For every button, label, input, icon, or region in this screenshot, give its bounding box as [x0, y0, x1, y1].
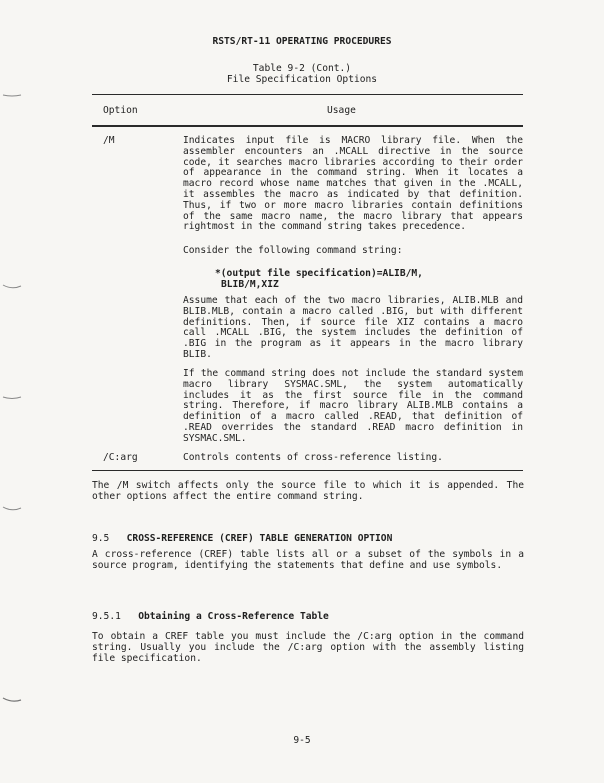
margin-mark-4: [2, 506, 22, 512]
option-m: /M: [103, 135, 115, 146]
section-9-5-1-body: To obtain a CREF table you must include the /C:arg option in the command string. Usually you include the /C:arg option with the assembly listing file specification.: [92, 631, 524, 664]
option-m-para4-block: [183, 369, 523, 445]
section-9-5-body: A cross-reference (CREF) table lists all or a subset of the symbols in a source program, identifying the statements that define and use symbols.: [92, 549, 524, 571]
table-caption-number: Table 9-2 (Cont.): [252, 63, 352, 74]
option-c-arg-description: Controls contents of cross-reference listing.: [183, 452, 443, 463]
column-header-usage: Usage: [327, 105, 356, 116]
running-header: RSTS/RT-11 OPERATING PROCEDURES: [212, 36, 392, 47]
margin-mark-3: [2, 395, 22, 401]
command-example-line1: *(output file specification)=ALIB/M,: [215, 268, 423, 279]
option-m-para3: Assume that each of the two macro libraries, ALIB.MLB and BLIB.MLB, contain a macro called .BIG, but with different definitions. Then, if source file XIZ contains a macro call .MCALL .BIG, the system includes the definition of .BIG in the program as it appears in the macro library BLIB.: [183, 295, 523, 360]
option-m-para3-block: [183, 296, 523, 361]
margin-mark-5: [2, 697, 22, 703]
margin-mark-1: [2, 92, 22, 98]
option-m-para2-block: [183, 246, 523, 257]
section-9-5-number: 9.5: [92, 533, 110, 544]
section-9-5-1-title: Obtaining a Cross-Reference Table: [138, 611, 329, 622]
section-9-5-1-number: 9.5.1: [92, 611, 121, 622]
section-9-5-heading: [92, 534, 392, 545]
column-header-option: Option: [103, 105, 138, 116]
option-m-para1: Indicates input file is MACRO library file. When the assembler encounters an .MCALL directive in the source code, it searches macro libraries according to their order of appearance in the command string. When it locates a macro record whose name matches that given in the .MCALL, it assembles the macro as indicated by that definition. Thus, if two or more macro libraries contain definitions of the same macro name, the macro library that appears rightmost in the command string takes precedence.: [183, 135, 523, 233]
table-header-rule: [92, 125, 523, 127]
section-9-5-title: CROSS-REFERENCE (CREF) TABLE GENERATION OPTION: [126, 533, 393, 544]
table-caption-title: File Specification Options: [226, 74, 378, 85]
option-c-arg: /C:arg: [103, 452, 138, 463]
section-9-5-1-heading: [92, 612, 329, 623]
table-bottom-rule: [92, 470, 523, 471]
page-number: 9-5: [293, 735, 311, 746]
option-m-para2: Consider the following command string:: [183, 245, 403, 256]
table-note: The /M switch affects only the source file to which it is appended. The other options affect the entire command string.: [92, 480, 524, 502]
command-example-line2: BLIB/M,XIZ: [221, 279, 279, 290]
option-m-description: [183, 136, 523, 233]
table-top-rule: [92, 94, 523, 95]
margin-mark-2: [2, 284, 22, 290]
option-m-para4: If the command string does not include the standard system macro library SYSMAC.SML, the system automatically includes it as the first source file in the command string. Therefore, if macro library ALIB.MLB contains a definition of a macro called .READ, that definition of .READ overrides the standard .READ macro definition in SYSMAC.SML.: [183, 368, 523, 444]
